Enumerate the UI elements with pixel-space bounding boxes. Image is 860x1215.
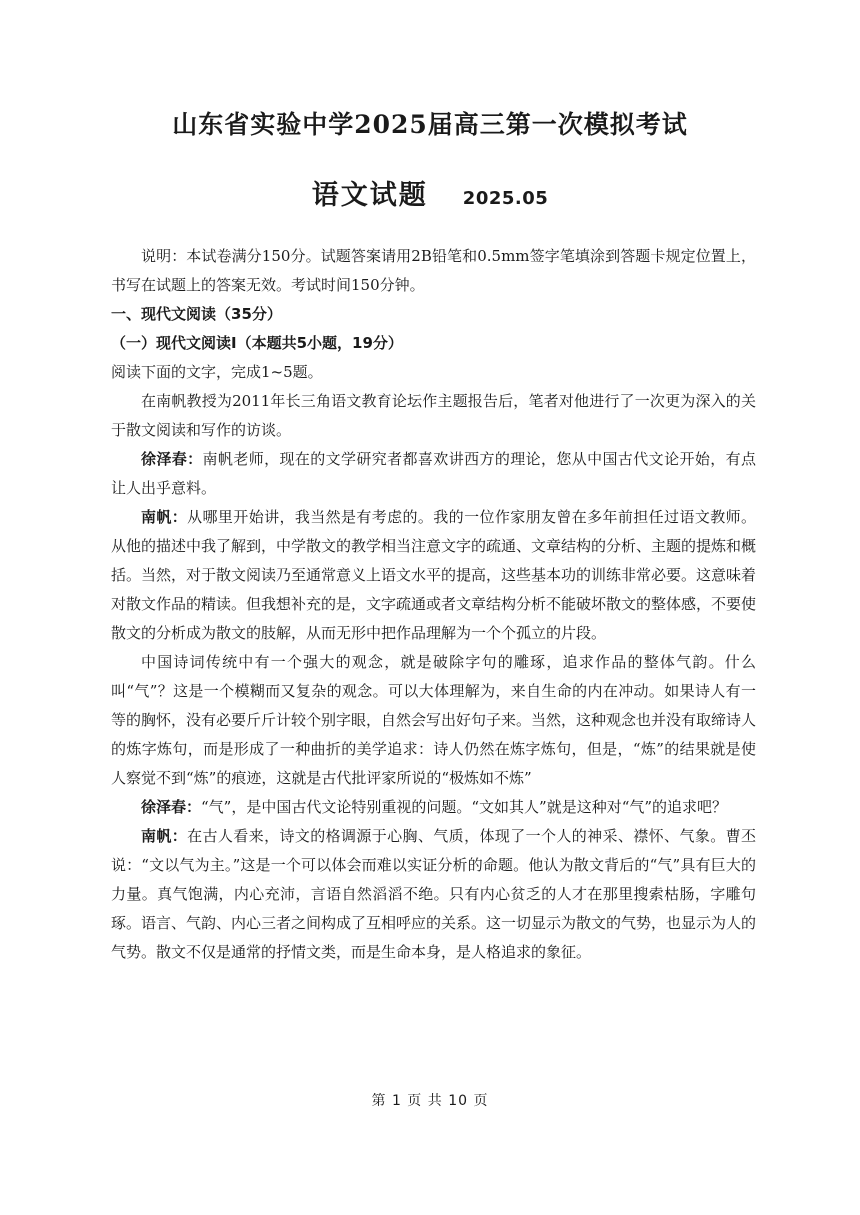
instructions: 说明：本试卷满分150分。试题答案请用2B铅笔和0.5mm签字笔填涂到答题卡规定位置上，书写在试题上的答案无效。考试时间150分钟。: [111, 247, 756, 294]
speaker-nan: 南帆：: [141, 508, 188, 526]
speaker-xu: 徐泽春：: [141, 798, 202, 816]
question-text: “气”，是中国古代文论特别重视的问题。“文如其人”就是这种对“气”的追求吧？: [201, 798, 728, 816]
section-heading: 一、现代文阅读（35分）: [111, 305, 282, 323]
page-footer: 第 1 页 共 10 页: [371, 1093, 489, 1109]
exam-body: [111, 242, 756, 967]
exam-date: 2025.05: [462, 188, 549, 209]
interview-question-2: [111, 793, 756, 822]
exam-title: 山东省实验中学2025届高三第一次模拟考试: [172, 110, 688, 139]
question-text: 南帆老师，现在的文学研究者都喜欢讲西方的理论，您从中国古代文论开始，有点让人出乎意料。: [111, 450, 756, 497]
speaker-xu: 徐泽春：: [141, 450, 203, 468]
subtitle-row: [0, 178, 860, 217]
passage-qi-paragraph: 中国诗词传统中有一个强大的观念，就是破除字句的雕琢，追求作品的整体气韵。什么叫“气”？这是一个模糊而又复杂的观念。可以大体理解为，来自生命的内在冲动。如果诗人有一等的胸怀，没有必要斤斤计较个别字眼，自然会写出好句子来。当然，这种观念也并没有取缔诗人的炼字炼句，而是形成了一种曲折的美学追求：诗人仍然在炼字炼句，但是，“炼”的结果就是使人察觉不到“炼”的痕迹，这就是古代批评家所说的“极炼如不炼”: [111, 653, 757, 787]
interview-question-1: [111, 445, 756, 503]
answer-text: 在古人看来，诗文的格调源于心胸、气质，体现了一个人的神采、襟怀、气象。曹丕说：“文以气为主。”这是一个可以体会而难以实证分析的命题。他认为散文背后的“气”具有巨大的力量。真气饱满，内心充沛，言语自然滔滔不绝。只有内心贫乏的人才在那里搜索枯肠，字雕句琢。语言、气韵、内心三者之间构成了互相呼应的关系。这一切显示为散文的气势，也显示为人的气势。散文不仅是通常的抒情文类，而是生命本身，是人格追求的象征。: [111, 827, 757, 961]
section-subheading: （一）现代文阅读Ⅰ（本题共5小题，19分）: [111, 334, 403, 352]
answer-text: 从哪里开始讲，我当然是有考虑的。我的一位作家朋友曾在多年前担任过语文教师。从他的描述中我了解到，中学散文的教学相当注意文字的疏通、文章结构的分析、主题的提炼和概括。当然，对于散文阅读乃至通常意义上语文水平的提高，这些基本功的训练非常必要。这意味着对散文作品的精读。但我想补充的是，文字疏通或者文章结构分析不能破坏散文的整体感，不要使散文的分析成为散文的肢解，从而无形中把作品理解为一个个孤立的片段。: [111, 508, 757, 642]
interview-answer-2: [111, 822, 756, 967]
reading-prompt: 阅读下面的文字，完成1~5题。: [111, 363, 323, 381]
exam-subtitle: 语文试题: [311, 180, 428, 211]
speaker-nan: 南帆：: [141, 827, 188, 845]
interview-answer-1: [111, 503, 756, 648]
passage-intro: 在南帆教授为2011年长三角语文教育论坛作主题报告后，笔者对他进行了一次更为深入的关于散文阅读和写作的访谈。: [111, 392, 756, 439]
